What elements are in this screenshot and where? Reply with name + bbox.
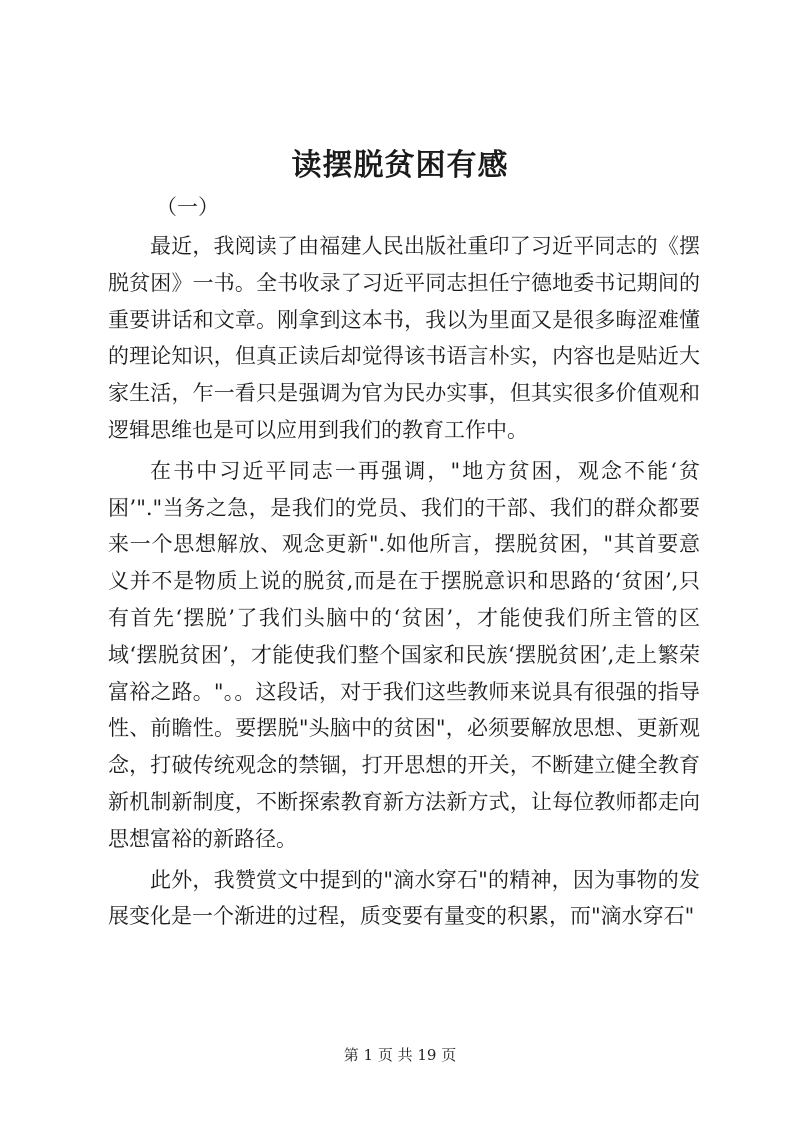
paragraph-2: 在书中习近平同志一再强调，"地方贫困，观念不能‘贫困’"."当务之急，是我们的党员、我们的干部、我们的群众都要来一个思想解放、观念更新".如他所言，摆脱贫困，"其首要意义并不是物质上说的脱贫,而是在于摆脱意识和思路的‘贫困’,只有首先‘摆脱’了我们头脑中的‘贫困’，才能使我们所主管的区域‘摆脱贫困’，才能使我们整个国家和民族‘摆脱贫困’,走上繁荣富裕之路。"。。这段话，对于我们这些教师来说具有很强的指导性、前瞻性。要摆脱"头脑中的贫困"，必须要解放思想、更新观念，打破传统观念的禁锢，打开思想的开关，不断建立健全教育新机制新制度，不断探索教育新方法新方式，让每位教师都走向思想富裕的新路径。 bbox=[108, 458, 700, 851]
document-body bbox=[108, 228, 700, 939]
page-title: 读摆脱贫困有感 bbox=[291, 148, 509, 183]
paragraph-3: 此外，我赞赏文中提到的"滴水穿石"的精神，因为事物的发展变化是一个渐进的过程，质变要有量变的积累，而"滴水穿石" bbox=[108, 867, 700, 929]
page-footer: 第 1 页 共 19 页 bbox=[343, 1046, 457, 1064]
paragraph-1: 最近，我阅读了由福建人民出版社重印了习近平同志的《摆脱贫困》一书。全书收录了习近平同志担任宁德地委书记期间的重要讲话和文章。刚拿到这本书，我以为里面又是很多晦涩难懂的理论知识，但真正读后却觉得该书语言朴实，内容也是贴近大家生活，乍一看只是强调为官为民办实事，但其实很多价值观和逻辑思维也是可以应用到我们的教育工作中。 bbox=[108, 234, 700, 442]
section-number: （一） bbox=[156, 195, 219, 219]
